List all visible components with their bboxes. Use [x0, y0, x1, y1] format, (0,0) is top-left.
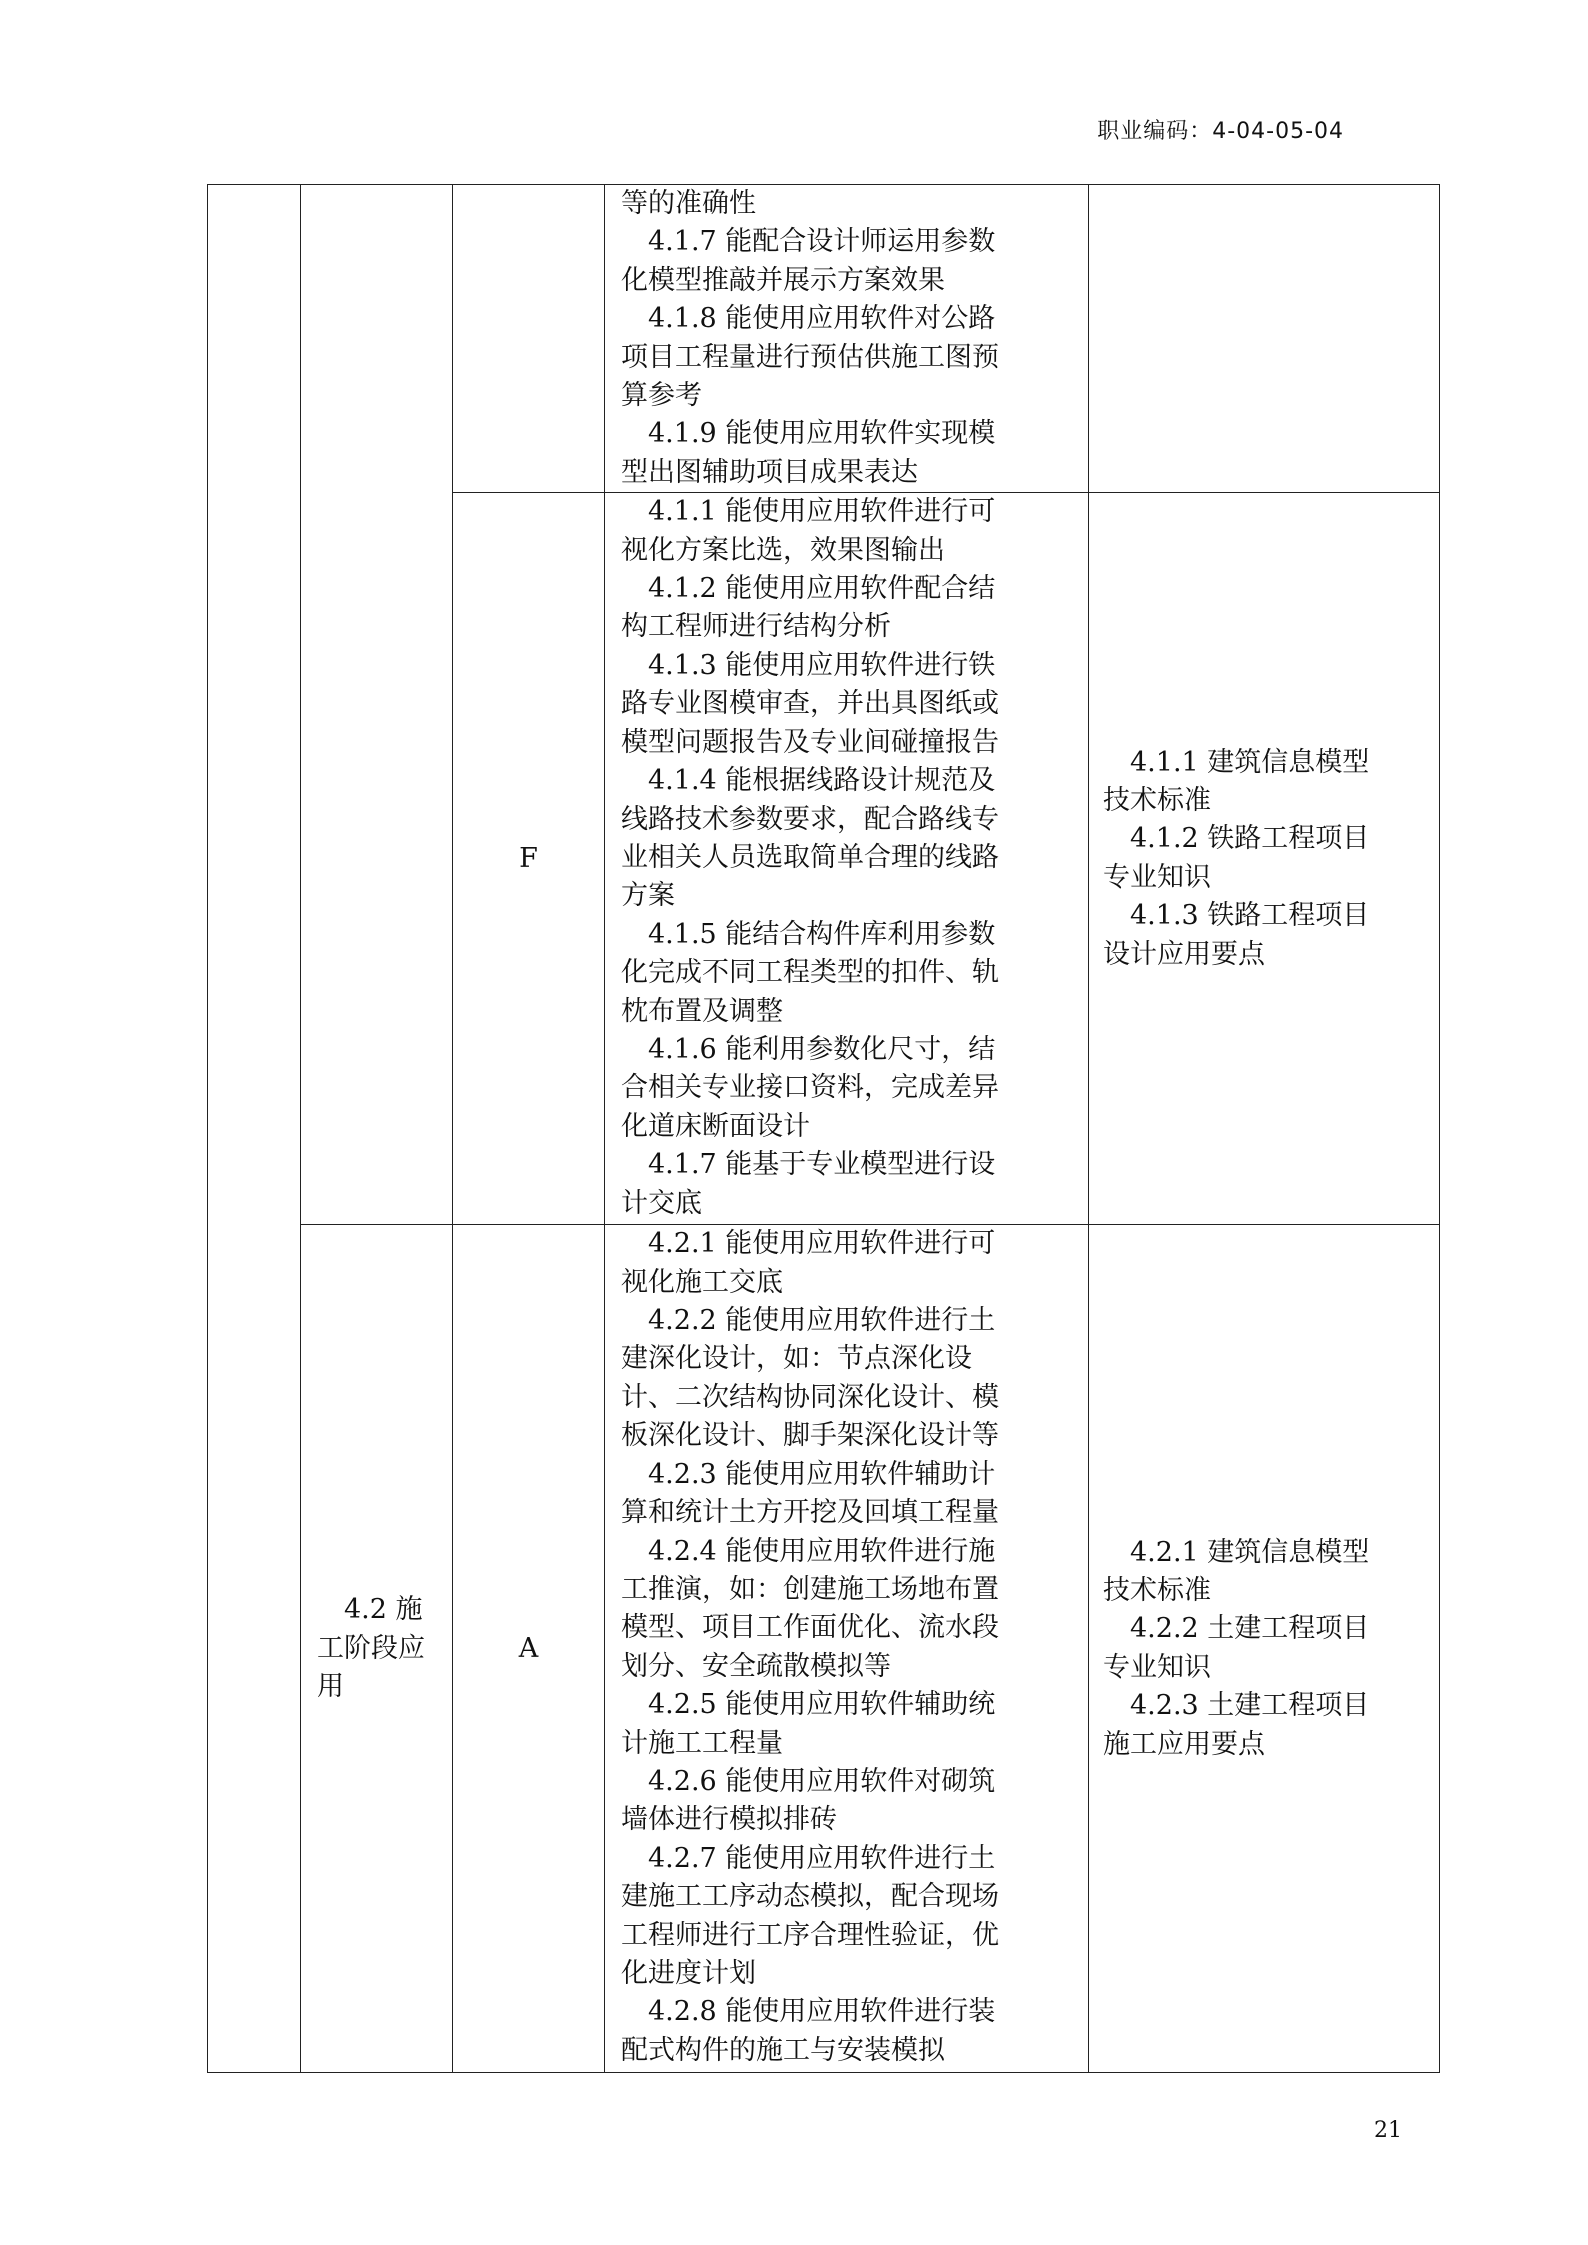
knowledge-cell	[1089, 185, 1440, 493]
skill-line: 算和统计土方开挖及回填工程量	[621, 1497, 999, 1529]
occupation-code: 职业编码：4-04-05-04	[1097, 119, 1344, 144]
skill-line: 项目工程量进行预估供施工图预	[621, 341, 999, 373]
skill-line: 配式构件的施工与安装模拟	[621, 2034, 945, 2066]
skill-line: 模型、项目工作面优化、流水段	[621, 1612, 999, 1644]
stage-cell	[301, 185, 453, 1225]
skill-line: 4.1.7 能配合设计师运用参数	[621, 226, 996, 258]
skill-line: 业相关人员选取简单合理的线路	[621, 841, 999, 873]
knowledge-cell	[1089, 1225, 1440, 2073]
page-number: 21	[1374, 2118, 1402, 2143]
skill-line: 4.1.6 能利用参数化尺寸，结	[621, 1033, 996, 1065]
stage-cell: 4.2 施工阶段应用	[301, 1225, 453, 2073]
skill-line: 4.2.7 能使用应用软件进行土	[621, 1842, 996, 1874]
skill-line: 墙体进行模拟排砖	[621, 1804, 837, 1836]
skill-line: 4.1.8 能使用应用软件对公路	[621, 303, 996, 335]
skill-line: 视化施工交底	[621, 1266, 783, 1298]
grade-cell: F	[453, 493, 605, 1225]
skill-line: 化完成不同工程类型的扣件、轨	[621, 957, 999, 989]
skill-requirements-cell	[605, 1225, 1089, 2073]
skill-line: 模型问题报告及专业间碰撞报告	[621, 726, 999, 758]
knowledge-line: 4.2.3 土建工程项目	[1103, 1690, 1370, 1722]
skill-line: 4.1.7 能基于专业模型进行设	[621, 1149, 996, 1181]
occupation-cell	[208, 185, 301, 2073]
table-row	[208, 185, 1440, 493]
skill-line: 4.2.8 能使用应用软件进行装	[621, 1996, 996, 2028]
skill-line: 构工程师进行结构分析	[621, 611, 891, 643]
skill-line: 4.1.1 能使用应用软件进行可	[621, 496, 996, 528]
table-row	[208, 1225, 1440, 2073]
skill-requirements-cell	[605, 493, 1089, 1225]
skill-line: 视化方案比选，效果图输出	[621, 534, 945, 566]
knowledge-line: 4.1.2 铁路工程项目	[1103, 823, 1370, 855]
knowledge-line: 4.1.1 建筑信息模型	[1103, 746, 1370, 778]
skill-line: 工推演，如：创建施工场地布置	[621, 1573, 999, 1605]
skill-line: 化模型推敲并展示方案效果	[621, 264, 945, 296]
skill-line: 划分、安全疏散模拟等	[621, 1650, 891, 1682]
skill-line: 工程师进行工序合理性验证，优	[621, 1919, 999, 1951]
skill-line: 路专业图模审查，并出具图纸或	[621, 688, 999, 720]
skill-line: 4.2.2 能使用应用软件进行土	[621, 1305, 996, 1337]
knowledge-line: 技术标准	[1103, 784, 1211, 816]
knowledge-line: 专业知识	[1103, 1651, 1211, 1683]
skill-line: 建深化设计，如：节点深化设	[621, 1343, 972, 1375]
skill-line: 枕布置及调整	[621, 995, 783, 1027]
skill-line: 4.2.4 能使用应用软件进行施	[621, 1535, 996, 1567]
skill-line: 4.1.3 能使用应用软件进行铁	[621, 649, 996, 681]
skill-line: 4.1.4 能根据线路设计规范及	[621, 765, 996, 797]
knowledge-cell	[1089, 493, 1440, 1225]
knowledge-line: 4.1.3 铁路工程项目	[1103, 900, 1370, 932]
skill-line: 4.1.5 能结合构件库利用参数	[621, 918, 996, 950]
knowledge-line: 设计应用要点	[1103, 938, 1265, 970]
skill-line: 4.1.9 能使用应用软件实现模	[621, 418, 996, 450]
skill-line: 化进度计划	[621, 1957, 756, 1989]
skill-line: 方案	[621, 880, 675, 912]
skill-line: 4.2.3 能使用应用软件辅助计	[621, 1458, 996, 1490]
skill-line: 板深化设计、脚手架深化设计等	[621, 1420, 999, 1452]
knowledge-line: 专业知识	[1103, 861, 1211, 893]
skill-line: 型出图辅助项目成果表达	[621, 456, 918, 488]
knowledge-line: 4.2.1 建筑信息模型	[1103, 1536, 1370, 1568]
skill-line: 建施工工序动态模拟，配合现场	[621, 1881, 999, 1913]
skill-line: 4.1.2 能使用应用软件配合结	[621, 573, 996, 605]
skill-requirements-cell	[605, 185, 1089, 493]
skill-line: 算参考	[621, 380, 702, 412]
skills-table	[207, 184, 1440, 2073]
skill-line: 计交底	[621, 1187, 702, 1219]
skill-line: 线路技术参数要求，配合路线专	[621, 803, 999, 835]
skill-line: 4.2.6 能使用应用软件对砌筑	[621, 1765, 996, 1797]
skill-line: 合相关专业接口资料，完成差异	[621, 1072, 999, 1104]
skill-line: 化道床断面设计	[621, 1110, 810, 1142]
skill-line: 计、二次结构协同深化设计、模	[621, 1381, 999, 1413]
skill-line: 等的准确性	[621, 188, 756, 219]
knowledge-line: 施工应用要点	[1103, 1728, 1265, 1760]
skill-line: 计施工工程量	[621, 1727, 783, 1759]
grade-cell	[453, 185, 605, 493]
knowledge-line: 技术标准	[1103, 1574, 1211, 1606]
knowledge-line: 4.2.2 土建工程项目	[1103, 1613, 1370, 1645]
skill-line: 4.2.1 能使用应用软件进行可	[621, 1228, 996, 1260]
grade-cell: A	[453, 1225, 605, 2073]
skill-line: 4.2.5 能使用应用软件辅助统	[621, 1689, 996, 1721]
